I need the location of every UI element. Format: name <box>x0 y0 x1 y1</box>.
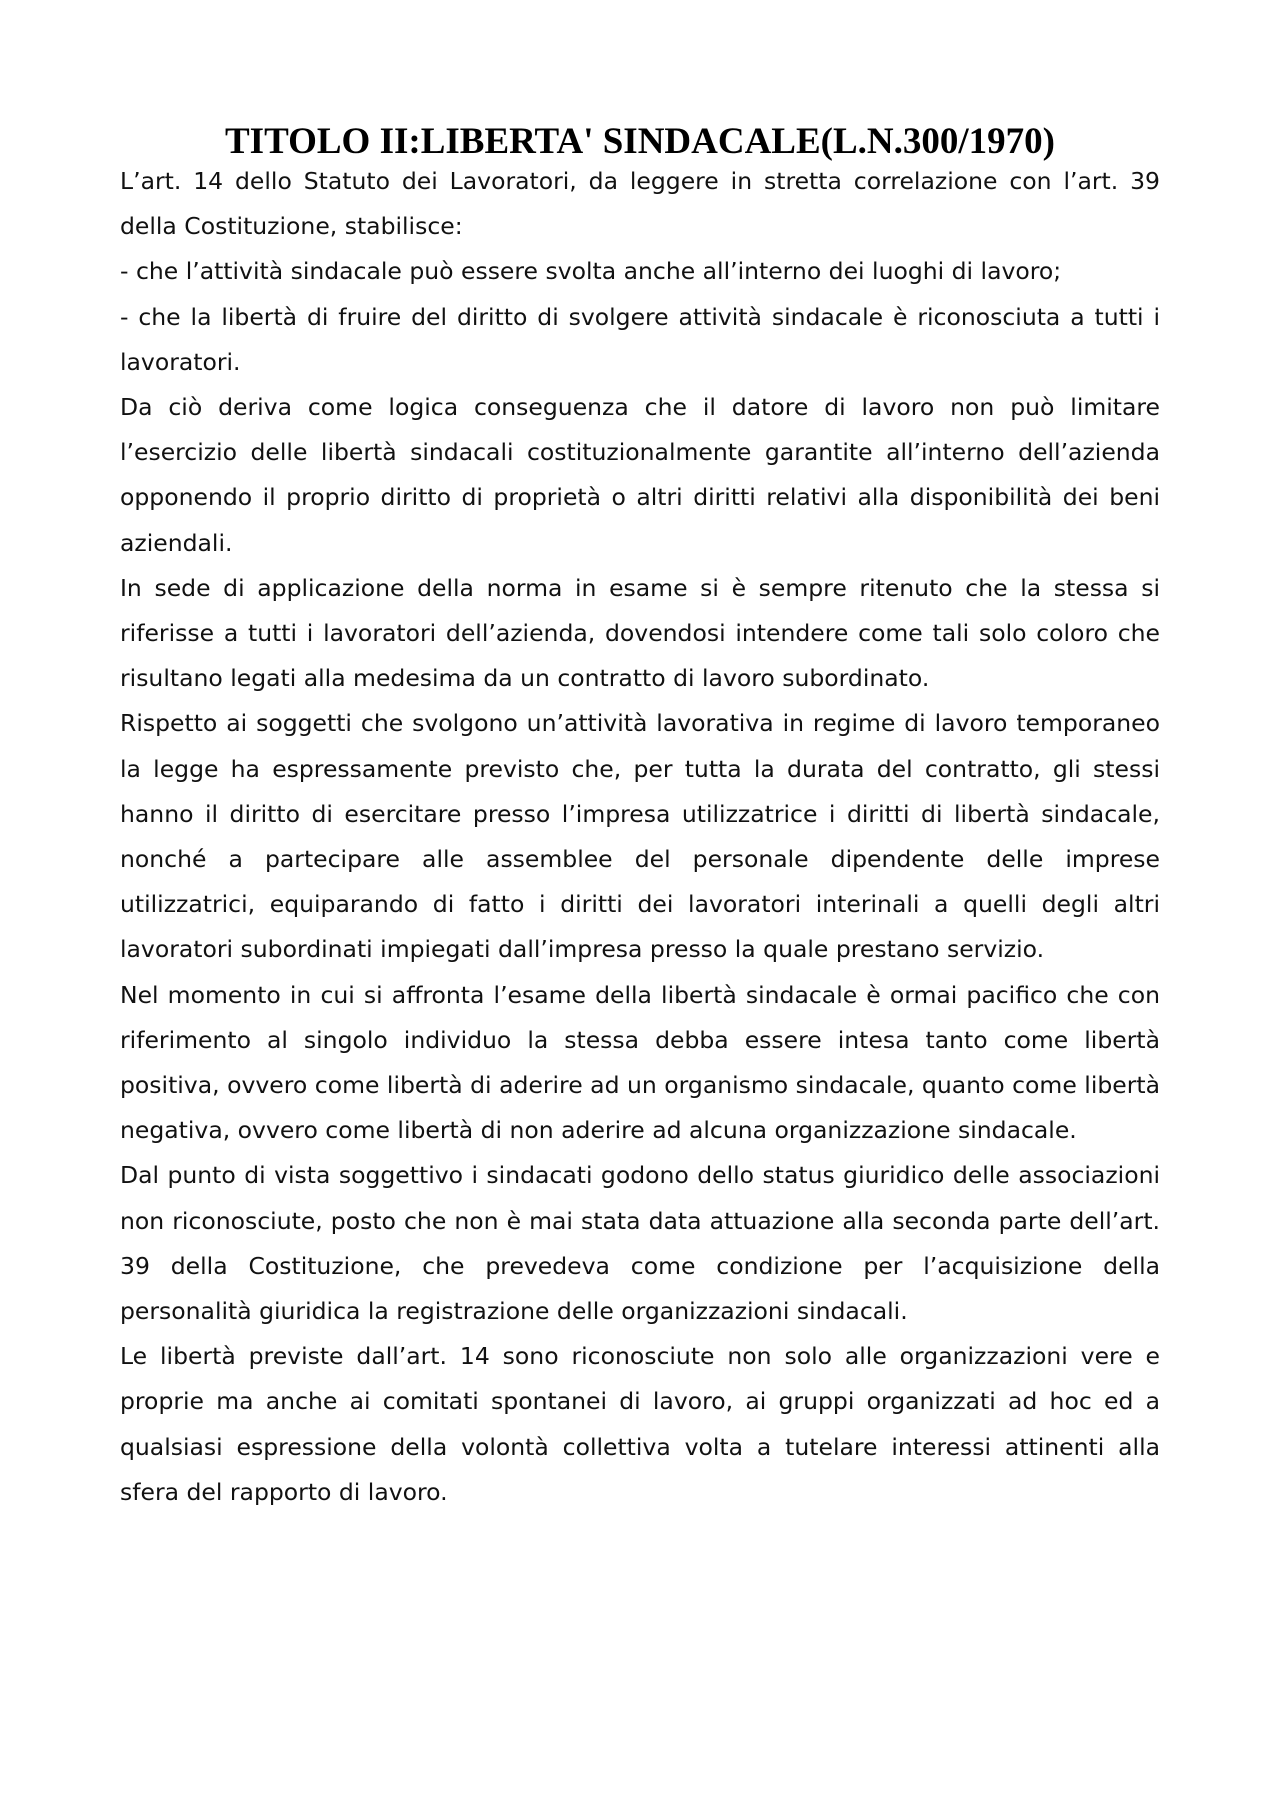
document-title: TITOLO II:LIBERTA' SINDACALE(L.N.300/1970) <box>225 121 1055 162</box>
paragraph-6: Rispetto ai soggetti che svolgono un’attività lavorativa in regime di lavoro temporaneo la legge ha espressamente previsto che, per tutta la durata del contratto, gli stessi hanno il diritto di esercitare presso l’impresa utilizzatrice i diritti di libertà sindacale, nonché a partecipare alle assemblee del personale dipendente delle imprese utilizzatrici, equiparando di fatto i diritti dei lavoratori interinali a quelli degli altri lavoratori subordinati impiegati dall’impresa presso la quale prestano servizio. <box>120 709 1160 964</box>
paragraph-9: Le libertà previste dall’art. 14 sono riconosciute non solo alle organizzazioni vere e proprie ma anche ai comitati spontanei di lavoro, ai gruppi organizzati ad hoc ed a qualsiasi espressione della volontà collettiva volta a tutelare interessi attinenti alla sfera del rapporto di lavoro. <box>120 1342 1160 1506</box>
document-body <box>120 159 1160 1515</box>
paragraph-5: In sede di applicazione della norma in esame si è sempre ritenuto che la stessa si riferisse a tutti i lavoratori dell’azienda, dovendosi intendere come tali solo coloro che risultano legati alla medesima da un contratto di lavoro subordinato. <box>120 573 1160 693</box>
paragraph-8: Dal punto di vista soggettivo i sindacati godono dello status giuridico delle associazioni non riconosciute, posto che non è mai stata data attuazione alla seconda parte dell’art. 39 della Costituzione, che prevedeva come condizione per l’acquisizione della personalità giuridica la registrazione delle organizzazioni sindacali. <box>120 1161 1160 1326</box>
paragraph-1: L’art. 14 dello Statuto dei Lavoratori, da leggere in stretta correlazione con l’art. 39 della Costituzione, stabilisce: <box>120 167 1160 241</box>
paragraph-3: - che la libertà di fruire del diritto di svolgere attività sindacale è riconosciuta a tutti i lavoratori. <box>120 302 1160 376</box>
paragraph-4: Da ciò deriva come logica conseguenza che il datore di lavoro non può limitare l’esercizio delle libertà sindacali costituzionalmente garantite all’interno dell’azienda opponendo il proprio diritto di proprietà o altri diritti relativi alla disponibilità dei beni aziendali. <box>120 393 1160 557</box>
paragraph-2: - che l’attività sindacale può essere svolta anche all’interno dei luoghi di lavoro; <box>120 257 1062 286</box>
paragraph-7: Nel momento in cui si affronta l’esame della libertà sindacale è ormai pacifico che con riferimento al singolo individuo la stessa debba essere intesa tanto come libertà positiva, ovvero come libertà di aderire ad un organismo sindacale, quanto come libertà negativa, ovvero come libertà di non aderire ad alcuna organizzazione sindacale. <box>120 980 1160 1145</box>
